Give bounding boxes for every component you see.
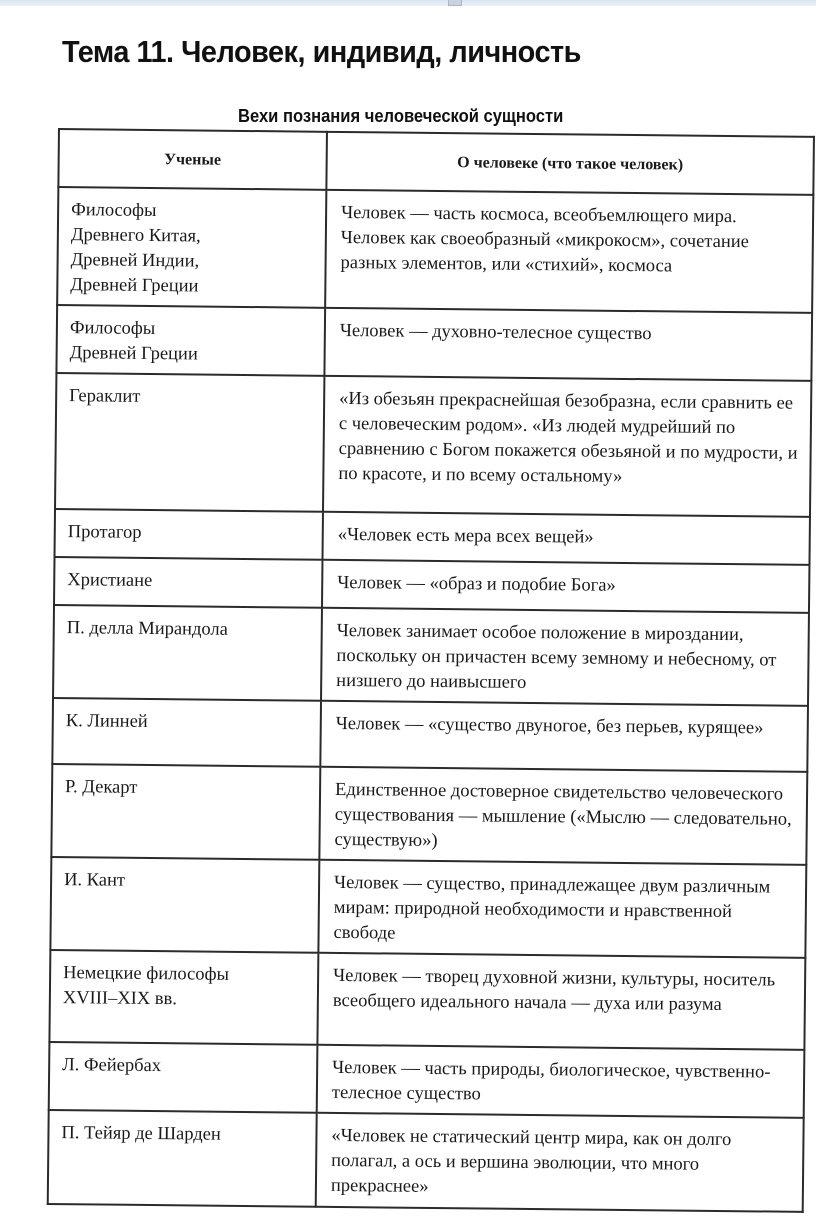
window-top-strip	[0, 0, 816, 6]
table-caption: Вехи познания человеческой сущности	[238, 106, 564, 126]
about-cell: «Из обезьян прекраснейшая безобразна, если сравнить ее с человеческим родом». «Из людей мудрейший по сравнению с Богом покажется обезьяной и по мудрости, и по красоте, и по всему остальному»	[323, 376, 811, 517]
about-cell: Человек — творец духовной жизни, культуры, носитель всеобщего идеального начала — духа или разума	[317, 953, 805, 1050]
table-row	[51, 764, 807, 865]
about-cell: Человек — существо, принадлежащее двум различным мирам: природной необходимости и нравственной свободе	[318, 860, 806, 958]
about-cell: Человек — часть природы, биологическое, чувственно-телесное существо	[317, 1045, 805, 1118]
table-row	[49, 1042, 805, 1118]
about-cell: «Человек не статический центр мира, как он долго полагал, а ось и вершина эволюции, что много прекраснее»	[316, 1113, 804, 1212]
table-row	[50, 857, 806, 958]
milestones-table	[47, 128, 815, 1213]
table-row	[48, 1110, 804, 1212]
scientist-cell: П. делла Мирандола	[53, 605, 322, 701]
table-row	[57, 187, 813, 313]
table-container	[47, 128, 813, 1213]
scientist-cell: Немецкие философы XVIII–XIX вв.	[49, 950, 318, 1045]
about-cell: Человек — «существо двуногое, без перьев, курящее»	[320, 701, 808, 772]
table-row	[52, 698, 808, 772]
table-row	[49, 950, 805, 1050]
about-cell: Человек — «образ и подобие Бога»	[322, 560, 809, 613]
scientist-cell: Христиане	[54, 557, 322, 608]
about-cell: «Человек есть мера всех вещей»	[322, 512, 809, 565]
scientist-cell: И. Кант	[50, 857, 319, 953]
about-cell: Человек занимает особое положение в мироздании, поскольку он причастен всему земному и небесному, от низшего до наивысшего	[321, 608, 809, 706]
table-row	[55, 509, 810, 565]
column-header-scientists: Ученые	[58, 129, 327, 190]
table-row	[54, 557, 809, 613]
scientist-cell: Философы Древнего Китая, Древней Индии, Древней Греции	[57, 187, 326, 308]
about-cell: Человек — духовно-телесное существо	[324, 308, 812, 381]
scientist-cell: Гераклит	[55, 373, 324, 512]
scientist-cell: Протагор	[55, 509, 323, 560]
table-row	[53, 605, 809, 706]
scientist-cell: Философы Древней Греции	[56, 305, 325, 376]
scientist-cell: Л. Фейербах	[49, 1042, 318, 1113]
column-header-about: О человеке (что такое человек)	[326, 132, 814, 195]
scientist-cell: Р. Декарт	[51, 764, 320, 860]
table-header-row	[58, 129, 814, 195]
about-cell: Единственное достоверное свидетельство человеческого существования — мышление («Мыслю — следовательно, существую»)	[319, 767, 807, 865]
scientist-cell: П. Тейяр де Шарден	[48, 1110, 317, 1207]
scientist-cell: К. Линней	[52, 698, 321, 767]
table-row	[56, 305, 812, 381]
page-title: Тема 11. Человек, индивид, личность	[62, 34, 581, 69]
window-resize-handle[interactable]	[448, 0, 462, 6]
table-row	[55, 373, 811, 517]
about-cell: Человек — часть космоса, всеобъемлющего мира. Человек как своеобразный «микрокосм», сочетание разных элементов, или «стихий», космоса	[325, 190, 813, 313]
